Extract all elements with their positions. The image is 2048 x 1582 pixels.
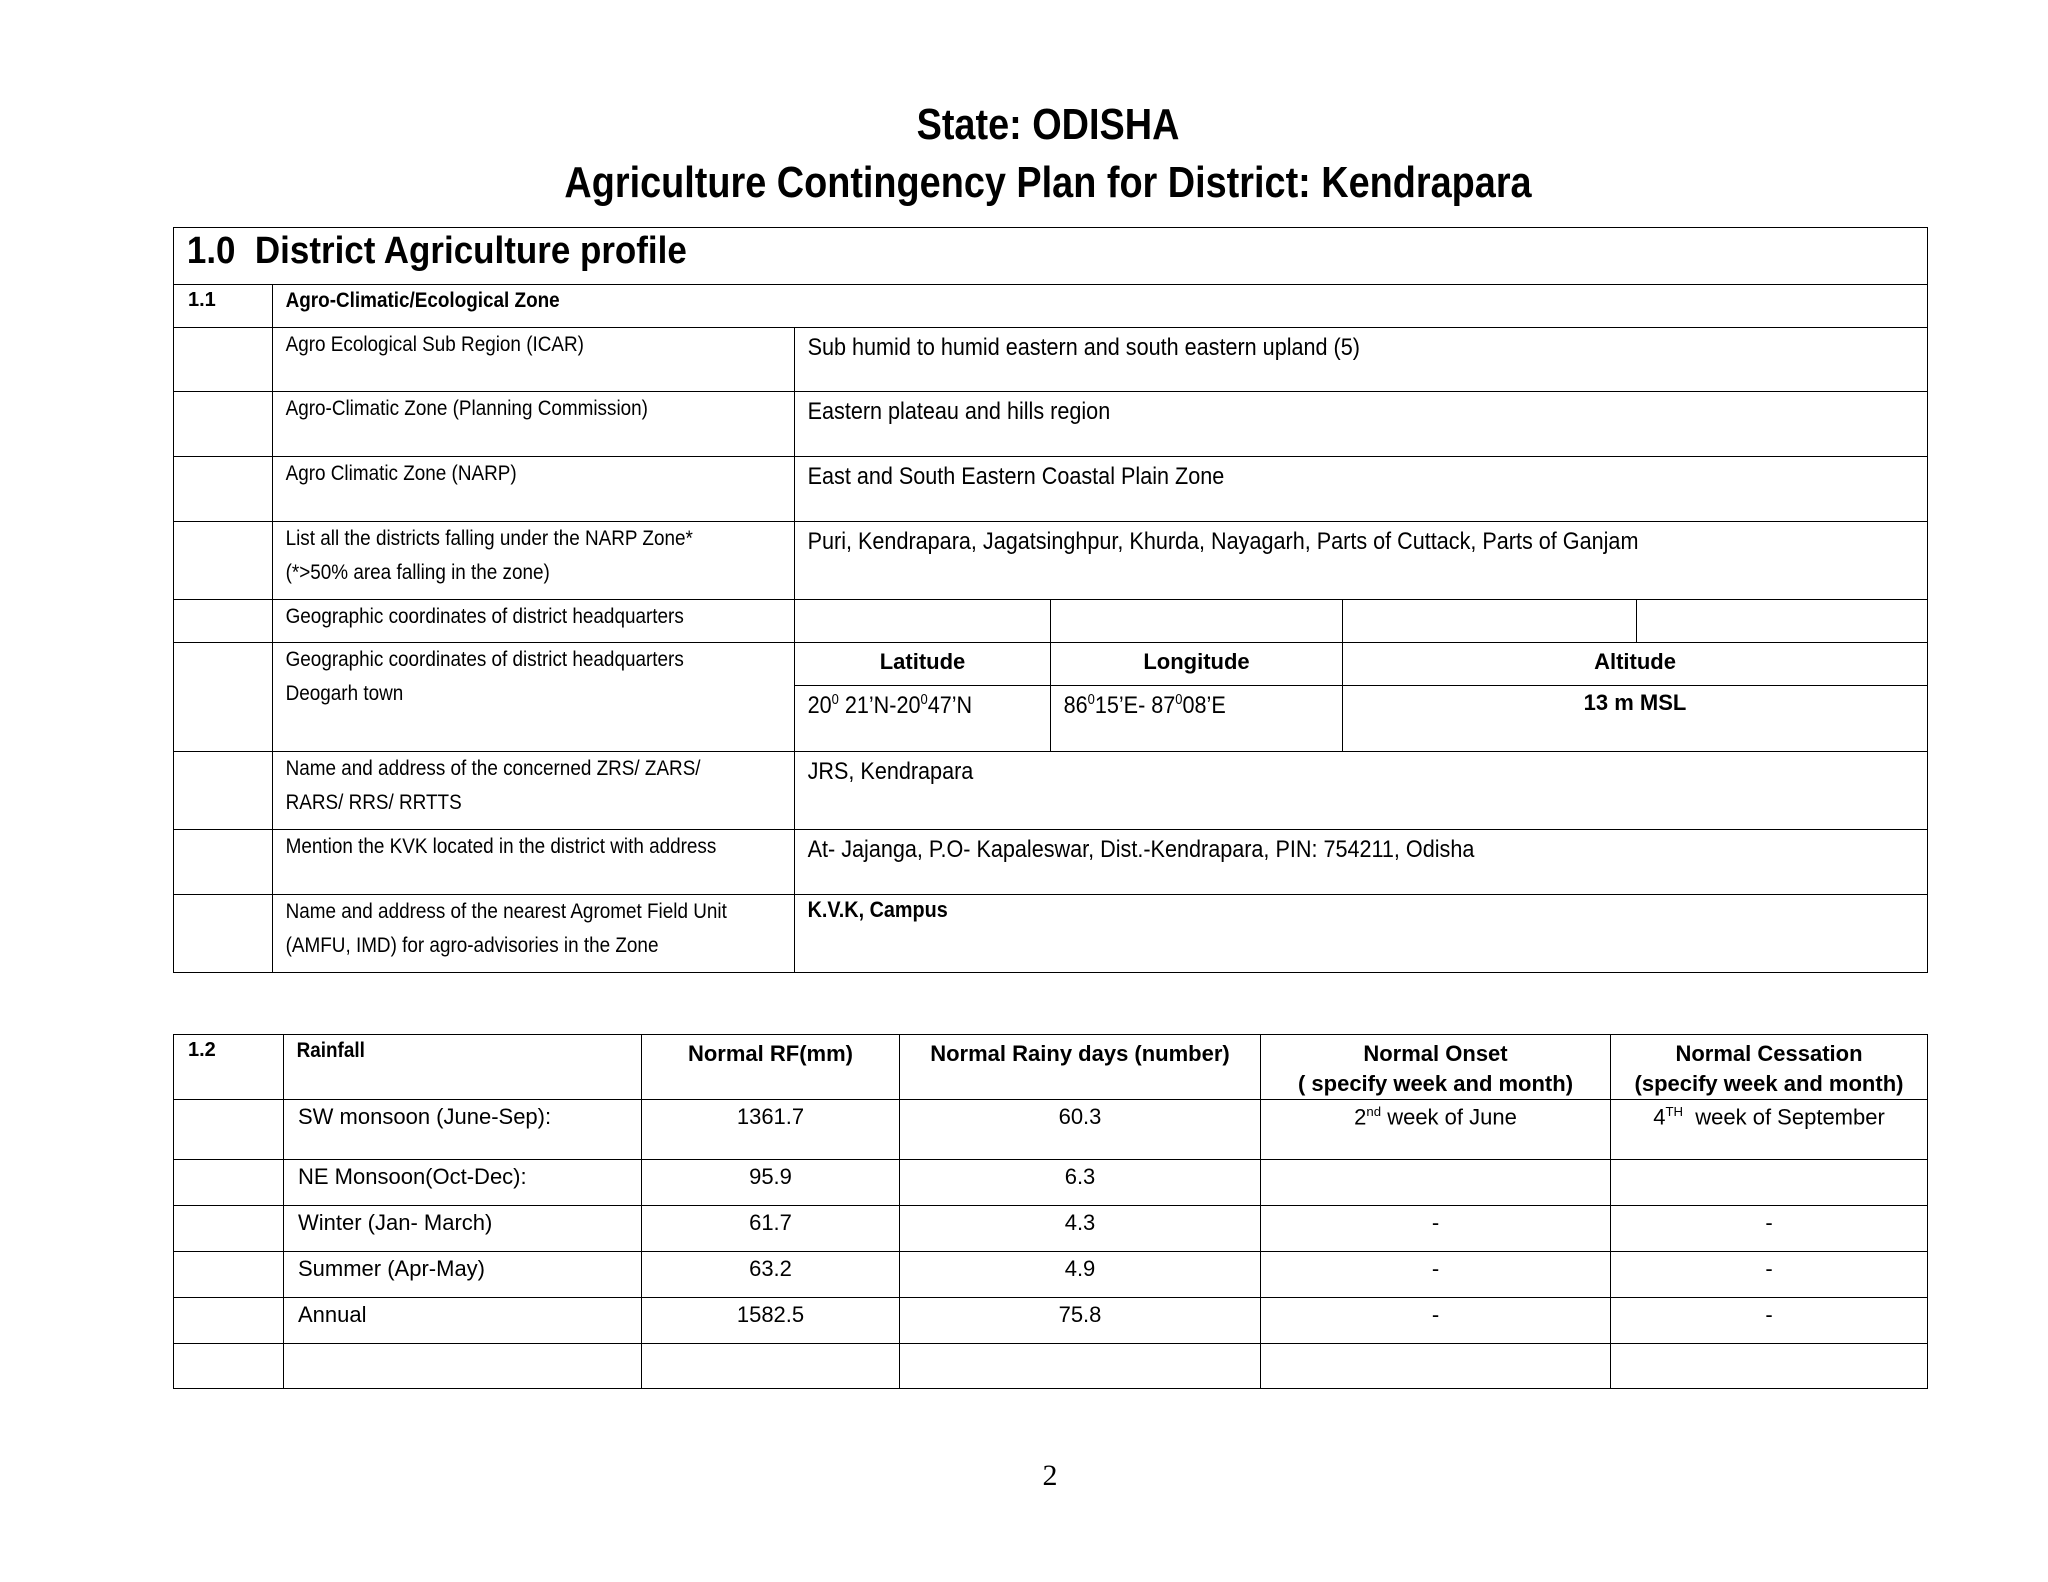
blank-cell xyxy=(174,600,273,643)
blank-cell xyxy=(174,895,273,973)
value-cell xyxy=(795,457,1928,522)
blank-cell xyxy=(1343,600,1637,643)
onset-value xyxy=(1261,1160,1611,1206)
blank-cell xyxy=(1261,1344,1611,1389)
value-cell xyxy=(795,830,1928,895)
value-cell xyxy=(795,752,1928,830)
onset-value: - xyxy=(1261,1206,1611,1252)
latitude-value: $20^0$ $21’N-20^047’N$ xyxy=(795,686,1051,752)
label-cell xyxy=(273,522,795,600)
season-label: Winter (Jan- March) xyxy=(284,1206,642,1252)
blank-cell xyxy=(174,328,273,392)
blank-cell xyxy=(174,643,273,752)
latitude-header: Latitude xyxy=(795,643,1051,686)
normal-rf-value: 63.2 xyxy=(642,1252,900,1298)
value-cell xyxy=(795,328,1928,392)
season-label: Annual xyxy=(284,1298,642,1344)
rainy-days-value: 4.9 xyxy=(900,1252,1261,1298)
onset-header: Normal Onset ( specify week and month) xyxy=(1261,1035,1611,1100)
blank-cell xyxy=(900,1344,1261,1389)
rainy-days-value: 4.3 xyxy=(900,1206,1261,1252)
section-title: District Agriculture profile xyxy=(254,230,687,272)
normal-rf-value: 61.7 xyxy=(642,1206,900,1252)
normal-rf-header: Normal RF(mm) xyxy=(642,1035,900,1100)
field-value: At- Jajanga, P.O- Kapaleswar, Dist.-Kendrapara, PIN: 754211, Odisha xyxy=(807,836,1475,863)
rainy-days-value: 75.8 xyxy=(900,1298,1261,1344)
state-heading: State: ODISHA xyxy=(916,100,1180,149)
field-value: Eastern plateau and hills region xyxy=(807,398,1111,425)
field-label: Agro Ecological Sub Region (ICAR) xyxy=(285,333,584,356)
onset-value: - xyxy=(1261,1298,1611,1344)
field-value: JRS, Kendrapara xyxy=(807,758,974,785)
blank-cell xyxy=(795,600,1051,643)
normal-rf-value: 1582.5 xyxy=(642,1298,900,1344)
label-cell xyxy=(273,392,795,457)
section-number: 1.0 xyxy=(186,230,236,272)
label-cell xyxy=(273,600,795,643)
section-1-0-header xyxy=(174,228,1928,285)
blank-cell xyxy=(174,1206,284,1252)
section-1-1-title-cell xyxy=(273,285,1928,328)
section-title: Agro-Climatic/Ecological Zone xyxy=(285,289,560,312)
field-label: Name and address of the concerned ZRS/ ZARS/ RARS/ RRS/ RRTTS xyxy=(285,757,701,814)
label-cell xyxy=(273,643,795,752)
rainfall-table xyxy=(173,1034,1928,1389)
plan-heading: Agriculture Contingency Plan for District: Kendrapara xyxy=(564,158,1532,207)
blank-cell xyxy=(174,1252,284,1298)
value-cell xyxy=(795,522,1928,600)
field-value: East and South Eastern Coastal Plain Zone xyxy=(807,463,1225,490)
value-cell xyxy=(795,895,1928,973)
rainy-days-header: Normal Rainy days (number) xyxy=(900,1035,1261,1100)
label-cell xyxy=(273,328,795,392)
label-cell xyxy=(273,752,795,830)
blank-cell xyxy=(174,1100,284,1160)
onset-value: 2nd week of June xyxy=(1261,1100,1611,1160)
normal-rf-value: 1361.7 xyxy=(642,1100,900,1160)
field-label: Geographic coordinates of district headquarters xyxy=(285,605,684,628)
field-value: Sub humid to humid eastern and south eastern upland (5) xyxy=(807,334,1360,361)
blank-cell xyxy=(174,830,273,895)
field-label: Agro-Climatic Zone (Planning Commission) xyxy=(285,397,648,420)
district-profile-table xyxy=(173,227,1928,973)
field-label: List all the districts falling under the NARP Zone* (*>50% area falling in the zone) xyxy=(285,527,693,584)
season-label: NE Monsoon(Oct-Dec): xyxy=(284,1160,642,1206)
normal-rf-value: 95.9 xyxy=(642,1160,900,1206)
label-cell xyxy=(273,830,795,895)
label-cell xyxy=(273,895,795,973)
season-label: Summer (Apr-May) xyxy=(284,1252,642,1298)
longitude-header: Longitude xyxy=(1051,643,1343,686)
cessation-value: 4TH week of September xyxy=(1611,1100,1928,1160)
altitude-header: Altitude xyxy=(1343,643,1928,686)
field-value: Puri, Kendrapara, Jagatsinghpur, Khurda, Nayagarh, Parts of Cuttack, Parts of Ganjam xyxy=(807,528,1639,555)
blank-cell xyxy=(1051,600,1343,643)
field-value: K.V.K, Campus xyxy=(807,897,948,922)
altitude-value: 13 m MSL xyxy=(1343,686,1928,752)
label-cell xyxy=(273,457,795,522)
longitude-value: $86^015’E-$ $87^008’E$ xyxy=(1051,686,1343,752)
blank-cell xyxy=(174,1160,284,1206)
blank-cell xyxy=(174,457,273,522)
blank-cell xyxy=(284,1344,642,1389)
field-label: Agro Climatic Zone (NARP) xyxy=(285,462,517,485)
document-title xyxy=(0,96,2048,212)
season-label: SW monsoon (June-Sep): xyxy=(284,1100,642,1160)
blank-cell xyxy=(174,1298,284,1344)
field-label: Geographic coordinates of district headquarters Deogarh town xyxy=(285,648,684,705)
cessation-value: - xyxy=(1611,1252,1928,1298)
field-label: Mention the KVK located in the district with address xyxy=(285,835,717,858)
page-number: 2 xyxy=(1042,1459,1058,1492)
section-number: 1.2 xyxy=(174,1035,284,1100)
rainy-days-value: 60.3 xyxy=(900,1100,1261,1160)
blank-cell xyxy=(1611,1344,1928,1389)
blank-cell xyxy=(174,392,273,457)
cessation-value: - xyxy=(1611,1298,1928,1344)
blank-cell xyxy=(174,1344,284,1389)
rainfall-header: Rainfall xyxy=(284,1035,642,1100)
cessation-value xyxy=(1611,1160,1928,1206)
onset-value: - xyxy=(1261,1252,1611,1298)
blank-cell xyxy=(642,1344,900,1389)
blank-cell xyxy=(1637,600,1928,643)
blank-cell xyxy=(174,522,273,600)
value-cell xyxy=(795,392,1928,457)
cessation-value: - xyxy=(1611,1206,1928,1252)
rainy-days-value: 6.3 xyxy=(900,1160,1261,1206)
field-label: Name and address of the nearest Agromet Field Unit (AMFU, IMD) for agro-advisories in the Zone xyxy=(285,900,727,957)
cessation-header: Normal Cessation (specify week and month) xyxy=(1611,1035,1928,1100)
blank-cell xyxy=(174,752,273,830)
section-number: 1.1 xyxy=(174,285,273,328)
